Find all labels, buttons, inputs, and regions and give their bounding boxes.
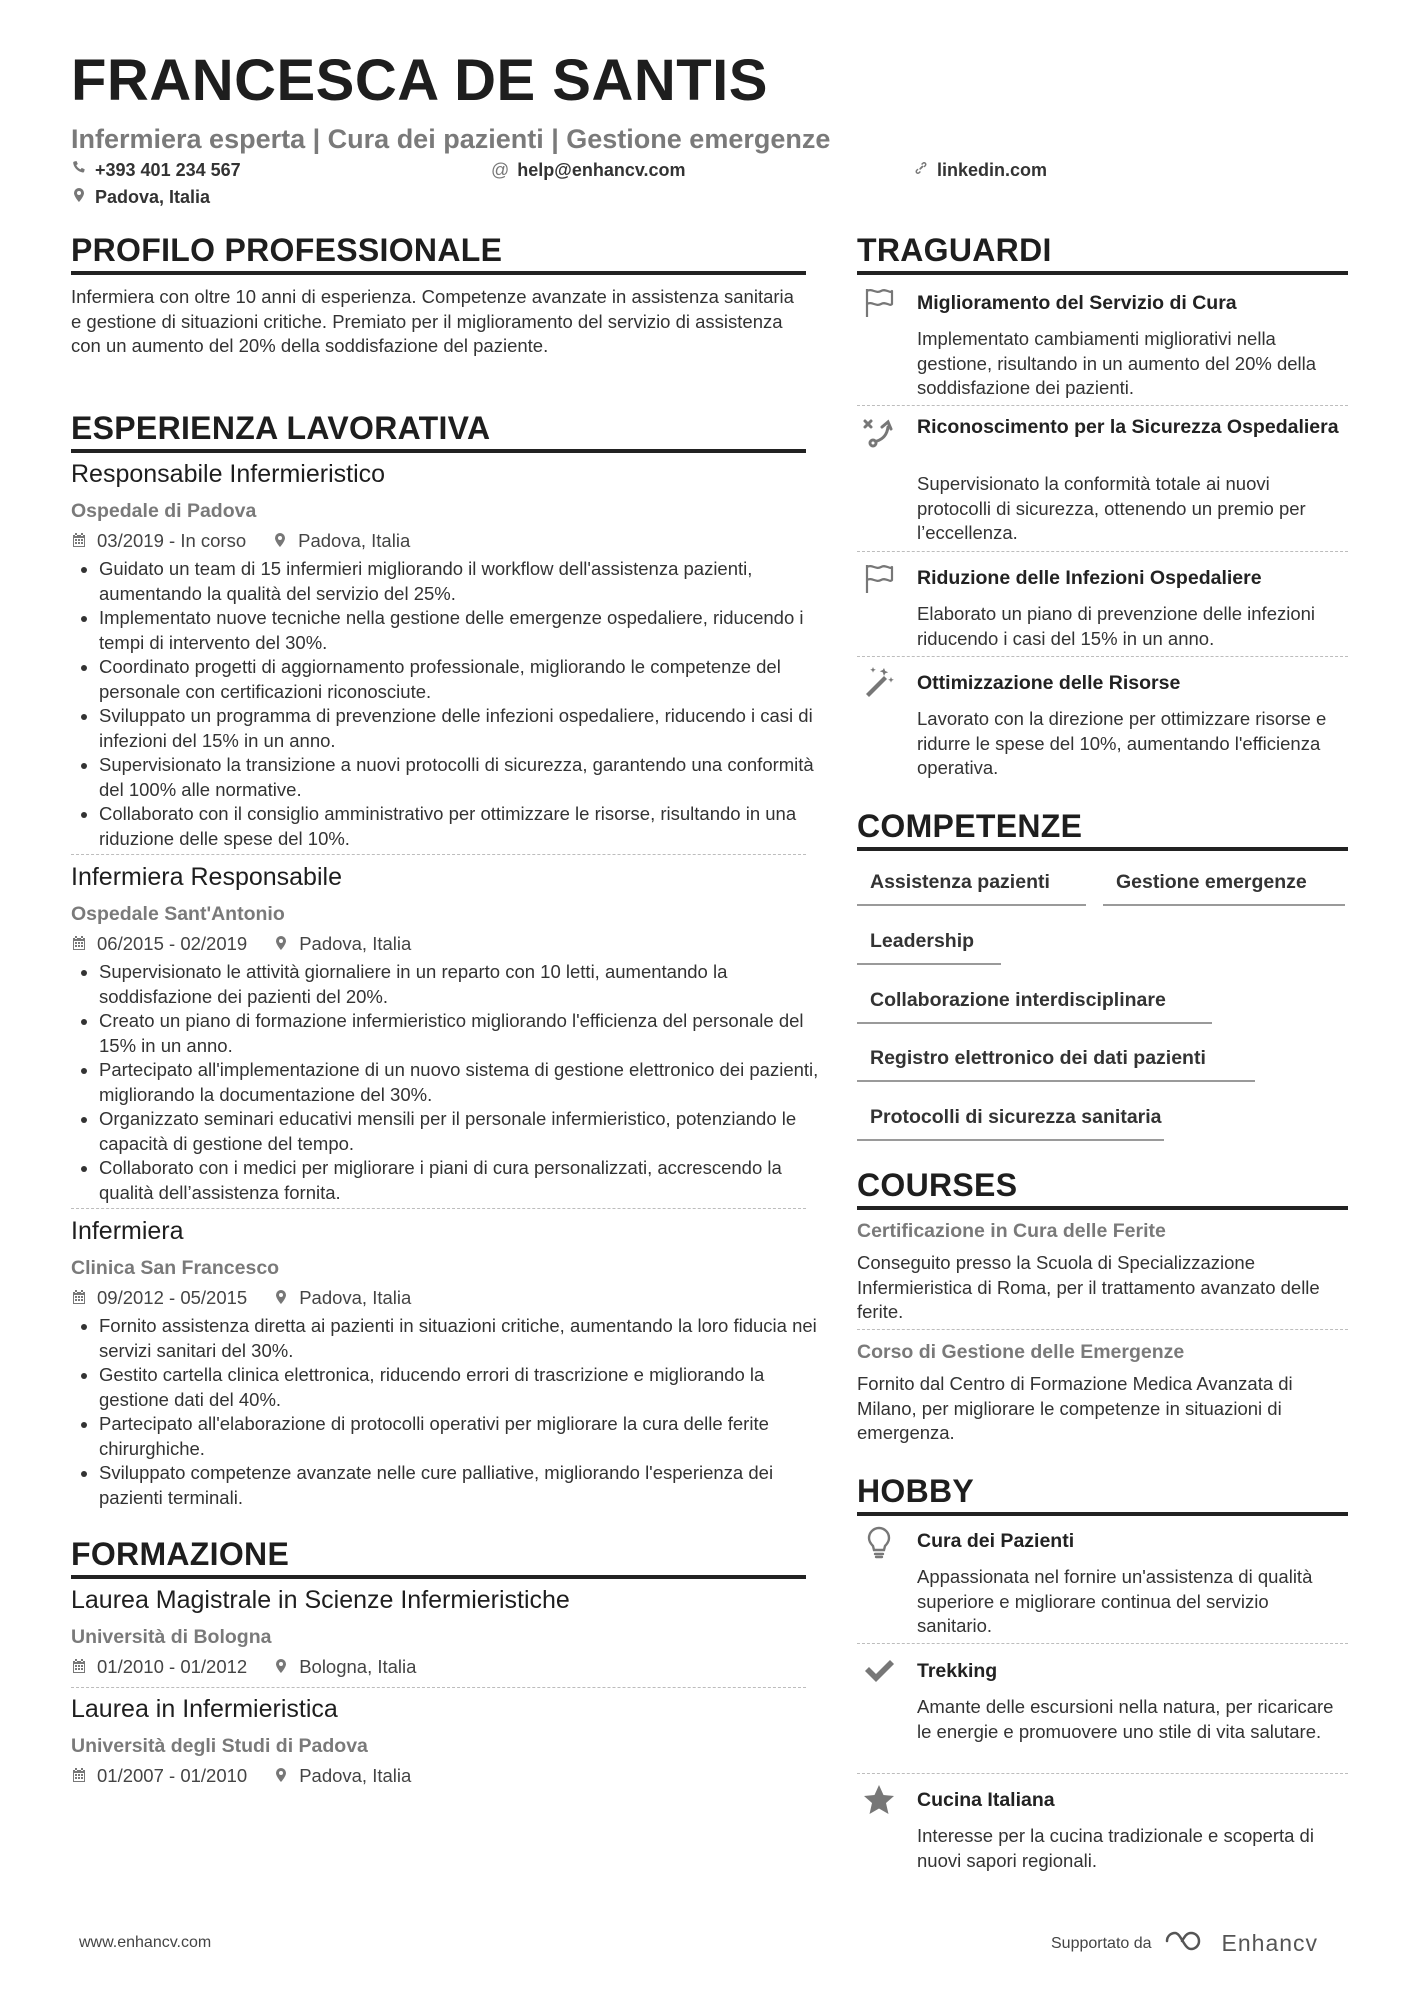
divider <box>857 405 1348 406</box>
job-meta <box>71 530 410 552</box>
hobby-desc: Interesse per la cucina tradizionale e scoperta di nuovi sapori regionali. <box>917 1825 1314 1871</box>
hobby-title: Cura dei Pazienti <box>917 1530 1075 1552</box>
bullet-item: Implementato nuove tecniche nella gestione delle emergenze ospedaliere, riducendo i tempi di intervento del 30%. <box>99 606 834 655</box>
skill-tag: Registro elettronico dei dati pazienti <box>857 1047 1255 1082</box>
location-pin-icon <box>273 1658 291 1676</box>
job-bullets <box>71 557 834 851</box>
course-desc: Fornito dal Centro di Formazione Medica Avanzata di Milano, per migliorare le competenze in situazioni di emergenza. <box>857 1373 1293 1443</box>
course-desc: Conseguito presso la Scuola di Specializzazione Infermieristica di Roma, per il trattamento avanzato delle ferite. <box>857 1252 1320 1322</box>
bullet-item: Coordinato progetti di aggiornamento professionale, migliorando le competenze del personale con certificazioni riconosciute. <box>99 655 834 704</box>
divider <box>857 1329 1348 1330</box>
experience-section-title: ESPERIENZA LAVORATIVA <box>71 410 491 446</box>
bullet-item: Sviluppato competenze avanzate nelle cure palliative, migliorando l'esperienza dei pazienti terminali. <box>99 1461 834 1510</box>
education-location: Bologna, Italia <box>299 1656 417 1677</box>
flag-icon <box>860 560 898 598</box>
job-location: Padova, Italia <box>299 1287 412 1308</box>
powered-by-text: Supportato da <box>1051 1934 1152 1952</box>
job-title: Infermiera <box>71 1217 184 1245</box>
bullet-item: Partecipato all'implementazione di un nuovo sistema di gestione elettronico dei pazienti, migliorando la documentazione del 30%. <box>99 1058 834 1107</box>
job-dates: 09/2012 - 05/2015 <box>97 1287 248 1308</box>
lightbulb-icon <box>860 1524 898 1562</box>
hobby-desc: Amante delle escursioni nella natura, per ricaricare le energie e promuovere uno stile di vita salutare. <box>917 1696 1334 1742</box>
skill-tag: Gestione emergenze <box>1103 871 1345 906</box>
calendar-icon <box>71 1767 89 1785</box>
hobby-title: Cucina Italiana <box>917 1789 1055 1811</box>
school-name: Università degli Studi di Padova <box>71 1735 368 1757</box>
divider <box>857 656 1348 657</box>
footer-website[interactable]: www.enhancv.com <box>79 1934 212 1951</box>
bullet-item: Guidato un team di 15 infermieri migliorando il workflow dell'assistenza pazienti, aumentando la qualità del servizio del 25%. <box>99 557 834 606</box>
star-icon <box>860 1781 898 1819</box>
checkmark-icon <box>860 1652 898 1690</box>
education-dates: 01/2010 - 01/2012 <box>97 1656 248 1677</box>
bullet-item: Organizzato seminari educativi mensili per il personale infermieristico, potenziando le capacità di gestione del tempo. <box>99 1107 834 1156</box>
education-meta <box>71 1765 411 1787</box>
location-pin-icon <box>71 187 87 208</box>
location-pin-icon <box>273 1767 291 1785</box>
education-location: Padova, Italia <box>299 1765 412 1786</box>
divider <box>857 551 1348 552</box>
hobby-section-title: HOBBY <box>857 1473 975 1509</box>
contact-phone[interactable] <box>71 160 241 181</box>
experience-rule <box>71 449 806 453</box>
company-name: Clinica San Francesco <box>71 1257 280 1279</box>
company-name: Ospedale di Padova <box>71 500 257 522</box>
skill-tag: Leadership <box>857 930 1001 965</box>
bullet-item: Collaborato con il consiglio amministrativo per ottimizzare le risorse, risultando in una riduzione delle spese del 10%. <box>99 802 834 851</box>
job-meta <box>71 933 411 955</box>
email-text: help@enhancv.com <box>517 160 686 180</box>
achievement-title: Ottimizzazione delle Risorse <box>917 672 1181 694</box>
degree-title: Laurea Magistrale in Scienze Infermieristiche <box>71 1586 570 1614</box>
education-rule <box>71 1575 806 1579</box>
divider <box>857 1643 1348 1644</box>
calendar-icon <box>71 1289 89 1307</box>
phone-icon <box>71 160 87 181</box>
profile-section-title: PROFILO PROFESSIONALE <box>71 232 503 268</box>
enhancv-brand: Enhancv <box>1221 1930 1319 1956</box>
achievement-desc: Implementato cambiamenti migliorativi nella gestione, risultando in un aumento del 20% della soddisfazione dei pazienti. <box>917 328 1317 398</box>
calendar-icon <box>71 935 89 953</box>
bullet-item: Sviluppato un programma di prevenzione delle infezioni ospedaliere, riducendo i casi di infezioni del 15% in un anno. <box>99 704 834 753</box>
contact-linkedin[interactable] <box>913 160 1047 181</box>
calendar-icon <box>71 1658 89 1676</box>
calendar-icon <box>71 532 89 550</box>
skills-section-title: COMPETENZE <box>857 808 1083 844</box>
achievement-desc: Supervisionato la conformità totale ai nuovi protocolli di sicurezza, ottenendo un premio per l’eccellenza. <box>917 473 1306 543</box>
divider <box>71 1687 806 1688</box>
skill-tag: Collaborazione interdisciplinare <box>857 989 1212 1024</box>
strategy-icon <box>860 414 898 452</box>
bullet-item: Collaborato con i medici per migliorare i piani di cura personalizzati, accrescendo la qualità dell’assistenza fornita. <box>99 1156 834 1205</box>
achievement-title: Riconoscimento per la Sicurezza Ospedaliera <box>917 416 1339 438</box>
achievements-rule <box>857 271 1348 275</box>
hobby-rule <box>857 1512 1348 1516</box>
course-title: Certificazione in Cura delle Ferite <box>857 1220 1166 1242</box>
achievement-title: Miglioramento del Servizio di Cura <box>917 292 1237 314</box>
job-title: Responsabile Infermieristico <box>71 460 386 488</box>
job-location: Padova, Italia <box>298 530 411 551</box>
contact-location <box>71 187 210 208</box>
courses-section-title: COURSES <box>857 1167 1018 1203</box>
bullet-item: Supervisionato la transizione a nuovi protocolli di sicurezza, garantendo una conformità del 100% alle normative. <box>99 753 834 802</box>
achievements-section-title: TRAGUARDI <box>857 232 1052 268</box>
location-pin-icon <box>273 935 291 953</box>
divider <box>71 1208 806 1209</box>
courses-rule <box>857 1206 1348 1210</box>
achievement-desc: Lavorato con la direzione per ottimizzare risorse e ridurre le spese del 10%, aumentando l'efficienza operativa. <box>917 708 1327 778</box>
enhancv-logo-icon <box>1164 1928 1210 1959</box>
job-title: Infermiera Responsabile <box>71 863 342 891</box>
candidate-name: FRANCESCA DE SANTIS <box>71 48 768 113</box>
achievement-title: Riduzione delle Infezioni Ospedaliere <box>917 567 1262 589</box>
bullet-item: Supervisionato le attività giornaliere in un reparto con 10 letti, aumentando la soddisfazione dei pazienti del 20%. <box>99 960 834 1009</box>
school-name: Università di Bologna <box>71 1626 272 1648</box>
phone-text: +393 401 234 567 <box>95 160 241 180</box>
flag-icon <box>860 284 898 322</box>
degree-title: Laurea in Infermieristica <box>71 1695 338 1723</box>
contact-email[interactable] <box>491 160 686 181</box>
education-meta <box>71 1656 416 1678</box>
course-title: Corso di Gestione delle Emergenze <box>857 1341 1185 1363</box>
skill-tag: Protocolli di sicurezza sanitaria <box>857 1106 1164 1141</box>
job-dates: 03/2019 - In corso <box>97 530 247 551</box>
achievement-desc: Elaborato un piano di prevenzione delle infezioni riducendo i casi del 15% in un anno. <box>917 603 1316 649</box>
job-location: Padova, Italia <box>299 933 412 954</box>
divider <box>71 854 806 855</box>
job-bullets <box>71 960 834 1205</box>
magic-wand-icon <box>860 662 898 700</box>
bullet-item: Gestito cartella clinica elettronica, riducendo errori di trascrizione e migliorando la gestione dati del 40%. <box>99 1363 834 1412</box>
hobby-desc: Appassionata nel fornire un'assistenza di qualità superiore e migliorare continua del servizio sanitario. <box>917 1566 1313 1636</box>
link-icon <box>913 160 929 181</box>
company-name: Ospedale Sant'Antonio <box>71 903 285 925</box>
education-dates: 01/2007 - 01/2010 <box>97 1765 248 1786</box>
bullet-item: Partecipato all'elaborazione di protocolli operativi per migliorare la cura delle ferite chirurghiche. <box>99 1412 834 1461</box>
skills-rule <box>857 847 1348 851</box>
divider <box>857 1773 1348 1774</box>
job-dates: 06/2015 - 02/2019 <box>97 933 248 954</box>
tagline: Infermiera esperta | Cura dei pazienti | Gestione emergenze <box>71 124 831 154</box>
at-icon: @ <box>491 160 510 180</box>
profile-text: Infermiera con oltre 10 anni di esperienza. Competenze avanzate in assistenza sanitaria e gestione di situazioni critiche. Premiato per il miglioramento del servizio di assistenza con un aumento del 20% della soddisfazione del paziente. <box>71 286 794 356</box>
footer-branding[interactable] <box>1051 1928 1318 1959</box>
location-pin-icon <box>273 1289 291 1307</box>
hobby-title: Trekking <box>917 1660 998 1682</box>
skill-tag: Assistenza pazienti <box>857 871 1086 906</box>
linkedin-text: linkedin.com <box>937 160 1048 180</box>
job-bullets <box>71 1314 834 1510</box>
education-section-title: FORMAZIONE <box>71 1536 290 1572</box>
profile-rule <box>71 271 806 275</box>
job-meta <box>71 1287 411 1309</box>
location-text: Padova, Italia <box>95 187 211 207</box>
location-pin-icon <box>272 532 290 550</box>
bullet-item: Creato un piano di formazione infermieristico migliorando l'efficienza del personale del 15% in un anno. <box>99 1009 834 1058</box>
bullet-item: Fornito assistenza diretta ai pazienti in situazioni critiche, aumentando la loro fiducia nei servizi sanitari del 30%. <box>99 1314 834 1363</box>
